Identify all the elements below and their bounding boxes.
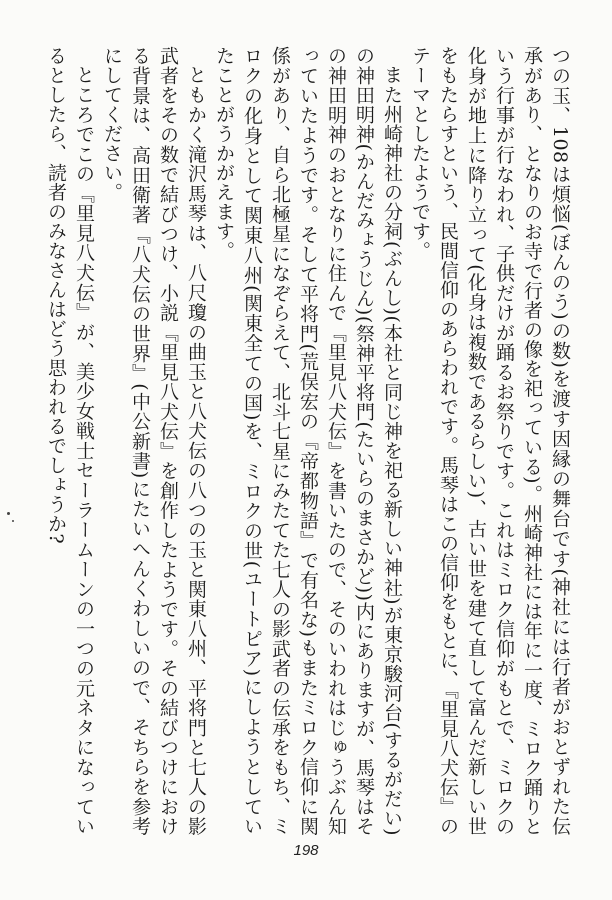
paragraph-2: また州崎神社の分祠(ぶんし)(本社と同じ神を祀る新しい神社)が東京駿河台(するがだい)の神田明神(かんだみょうじん)(祭神平将門(たいらのまさかど))内にありますが、馬琴はその神田明神のおとなりに住んで『里見八犬伝』を書いたので、そのいわれはじゅうぶん知っていたようです。そして平将門(荒俣宏の『帝都物語』で有名な)もまたミロク信仰に関係があり、自ら北極星になぞらえて、北斗七星にみたてた七人の影武者の伝承をもち、ミロクの化身として関東八州(関東全ての国)を、ミロクの世(ユートピア)にしようとしていたことがうかがえます。 [213,46,403,836]
page-number: 198 [293,842,319,859]
paragraph-1: つの玉、108は煩悩(ぼんのう)の数)を渡す因縁の舞台です(神社には行者がおとずれた伝承があり、となりのお寺で行者の像を祀っている)。州崎神社には年に一度、ミロク踊りという行事が行なわれ、子供だけが踊るお祭りです。これはミロク信仰がもとで、ミロクの化身が地上に降り立って(化身は複数であるらしい)、古い世を建て直して富んだ新しい世をもたらすという、民間信仰のあらわれです。馬琴はこの信仰をもとに、『里見八犬伝』のテーマとしたようです。 [409,46,571,836]
scan-speck [7,512,10,515]
scan-speck [12,520,14,522]
paragraph-3: ともかく滝沢馬琴は、八尺瓊の曲玉と八犬伝の八つの玉と関東八州、平将門と七人の影武者をその数で結びつけ、小説『里見八犬伝』を創作したようです。その結びつけにおける背景は、高田衛著『八犬伝の世界』(中公新書)にたいへんくわしいので、そちらを参考にしてください。 [101,46,207,836]
paragraph-4: ところでこの『里見八犬伝』が、美少女戦士セーラームーンの一つの元ネタになっているとしたら、読者のみなさんはどう思われるでしょうか? [45,46,95,836]
body-text [45,46,574,836]
